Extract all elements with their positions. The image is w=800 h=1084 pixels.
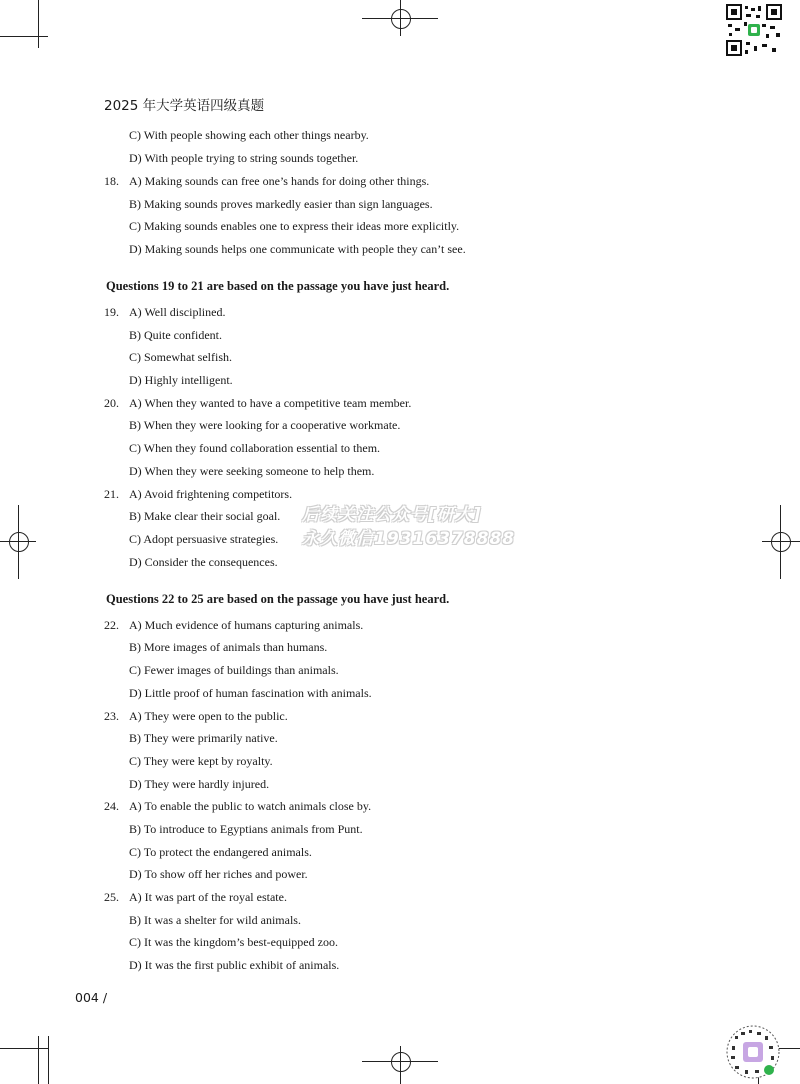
option: A) They were open to the public. (129, 709, 288, 723)
watermark-line: 永久微信19316378888 (302, 529, 516, 549)
option: D) It was the first public exhibit of animals. (129, 958, 340, 972)
option: C) It was the kingdom’s best-equipped zoo. (129, 935, 338, 949)
crop-mark (38, 1036, 39, 1084)
option: A) To enable the public to watch animals close by. (129, 799, 372, 813)
registration-mark (400, 1046, 401, 1084)
question-number: 18. (104, 174, 119, 188)
crop-mark (38, 0, 39, 48)
registration-mark (780, 505, 781, 579)
option: D) Consider the consequences. (129, 555, 278, 569)
watermark-line: 后续关注公众号[研大] (302, 505, 482, 525)
page-title: 2025 年大学英语四级真题 (104, 98, 265, 114)
option: B) Making sounds proves markedly easier than sign languages. (129, 197, 433, 211)
option: A) Avoid frightening competitors. (129, 487, 293, 501)
section-heading: Questions 22 to 25 are based on the passage you have just heard. (106, 592, 450, 606)
question-number: 21. (104, 487, 119, 501)
qr-code (725, 1024, 781, 1080)
question-number: 20. (104, 396, 119, 410)
option: B) To introduce to Egyptians animals from Punt. (129, 822, 363, 836)
option: C) Somewhat selfish. (129, 350, 232, 364)
option: C) Making sounds enables one to express their ideas more explicitly. (129, 219, 460, 233)
crop-mark (48, 1036, 49, 1084)
registration-mark (391, 9, 411, 29)
option: A) Much evidence of humans capturing animals. (129, 618, 364, 632)
option: D) Making sounds helps one communicate with people they can’t see. (129, 242, 466, 256)
question-number: 23. (104, 709, 119, 723)
option: B) More images of animals than humans. (129, 640, 328, 654)
question-number: 22. (104, 618, 119, 632)
page-number: 004 / (75, 990, 108, 1005)
option: A) Making sounds can free one’s hands for doing other things. (129, 174, 430, 188)
crop-mark (0, 36, 48, 37)
option: C) With people showing each other things nearby. (129, 128, 369, 142)
option: B) Quite confident. (129, 328, 222, 342)
option: D) Little proof of human fascination with animals. (129, 686, 372, 700)
registration-mark (9, 532, 29, 552)
section-heading: Questions 19 to 21 are based on the passage you have just heard. (106, 279, 450, 293)
registration-mark (18, 505, 19, 579)
option: B) It was a shelter for wild animals. (129, 913, 301, 927)
option: D) To show off her riches and power. (129, 867, 308, 881)
option: D) With people trying to string sounds together. (129, 151, 359, 165)
option: C) Adopt persuasive strategies. (129, 532, 279, 546)
option: A) Well disciplined. (129, 305, 226, 319)
option: D) When they were seeking someone to help them. (129, 464, 375, 478)
option: C) Fewer images of buildings than animals. (129, 663, 339, 677)
qr-code (726, 4, 782, 56)
question-number: 24. (104, 799, 119, 813)
registration-mark (762, 541, 800, 542)
option: A) When they wanted to have a competitive team member. (129, 396, 412, 410)
registration-mark (400, 0, 401, 36)
option: D) They were hardly injured. (129, 777, 270, 791)
option: A) It was part of the royal estate. (129, 890, 287, 904)
option: B) They were primarily native. (129, 731, 278, 745)
option: C) They were kept by royalty. (129, 754, 273, 768)
option: C) To protect the endangered animals. (129, 845, 312, 859)
registration-mark (771, 532, 791, 552)
question-number: 25. (104, 890, 119, 904)
question-number: 19. (104, 305, 119, 319)
option: C) When they found collaboration essential to them. (129, 441, 381, 455)
crop-mark (0, 1048, 48, 1049)
option: B) When they were looking for a cooperative workmate. (129, 418, 401, 432)
option: D) Highly intelligent. (129, 373, 233, 387)
option: B) Make clear their social goal. (129, 509, 281, 523)
registration-mark (391, 1052, 411, 1072)
